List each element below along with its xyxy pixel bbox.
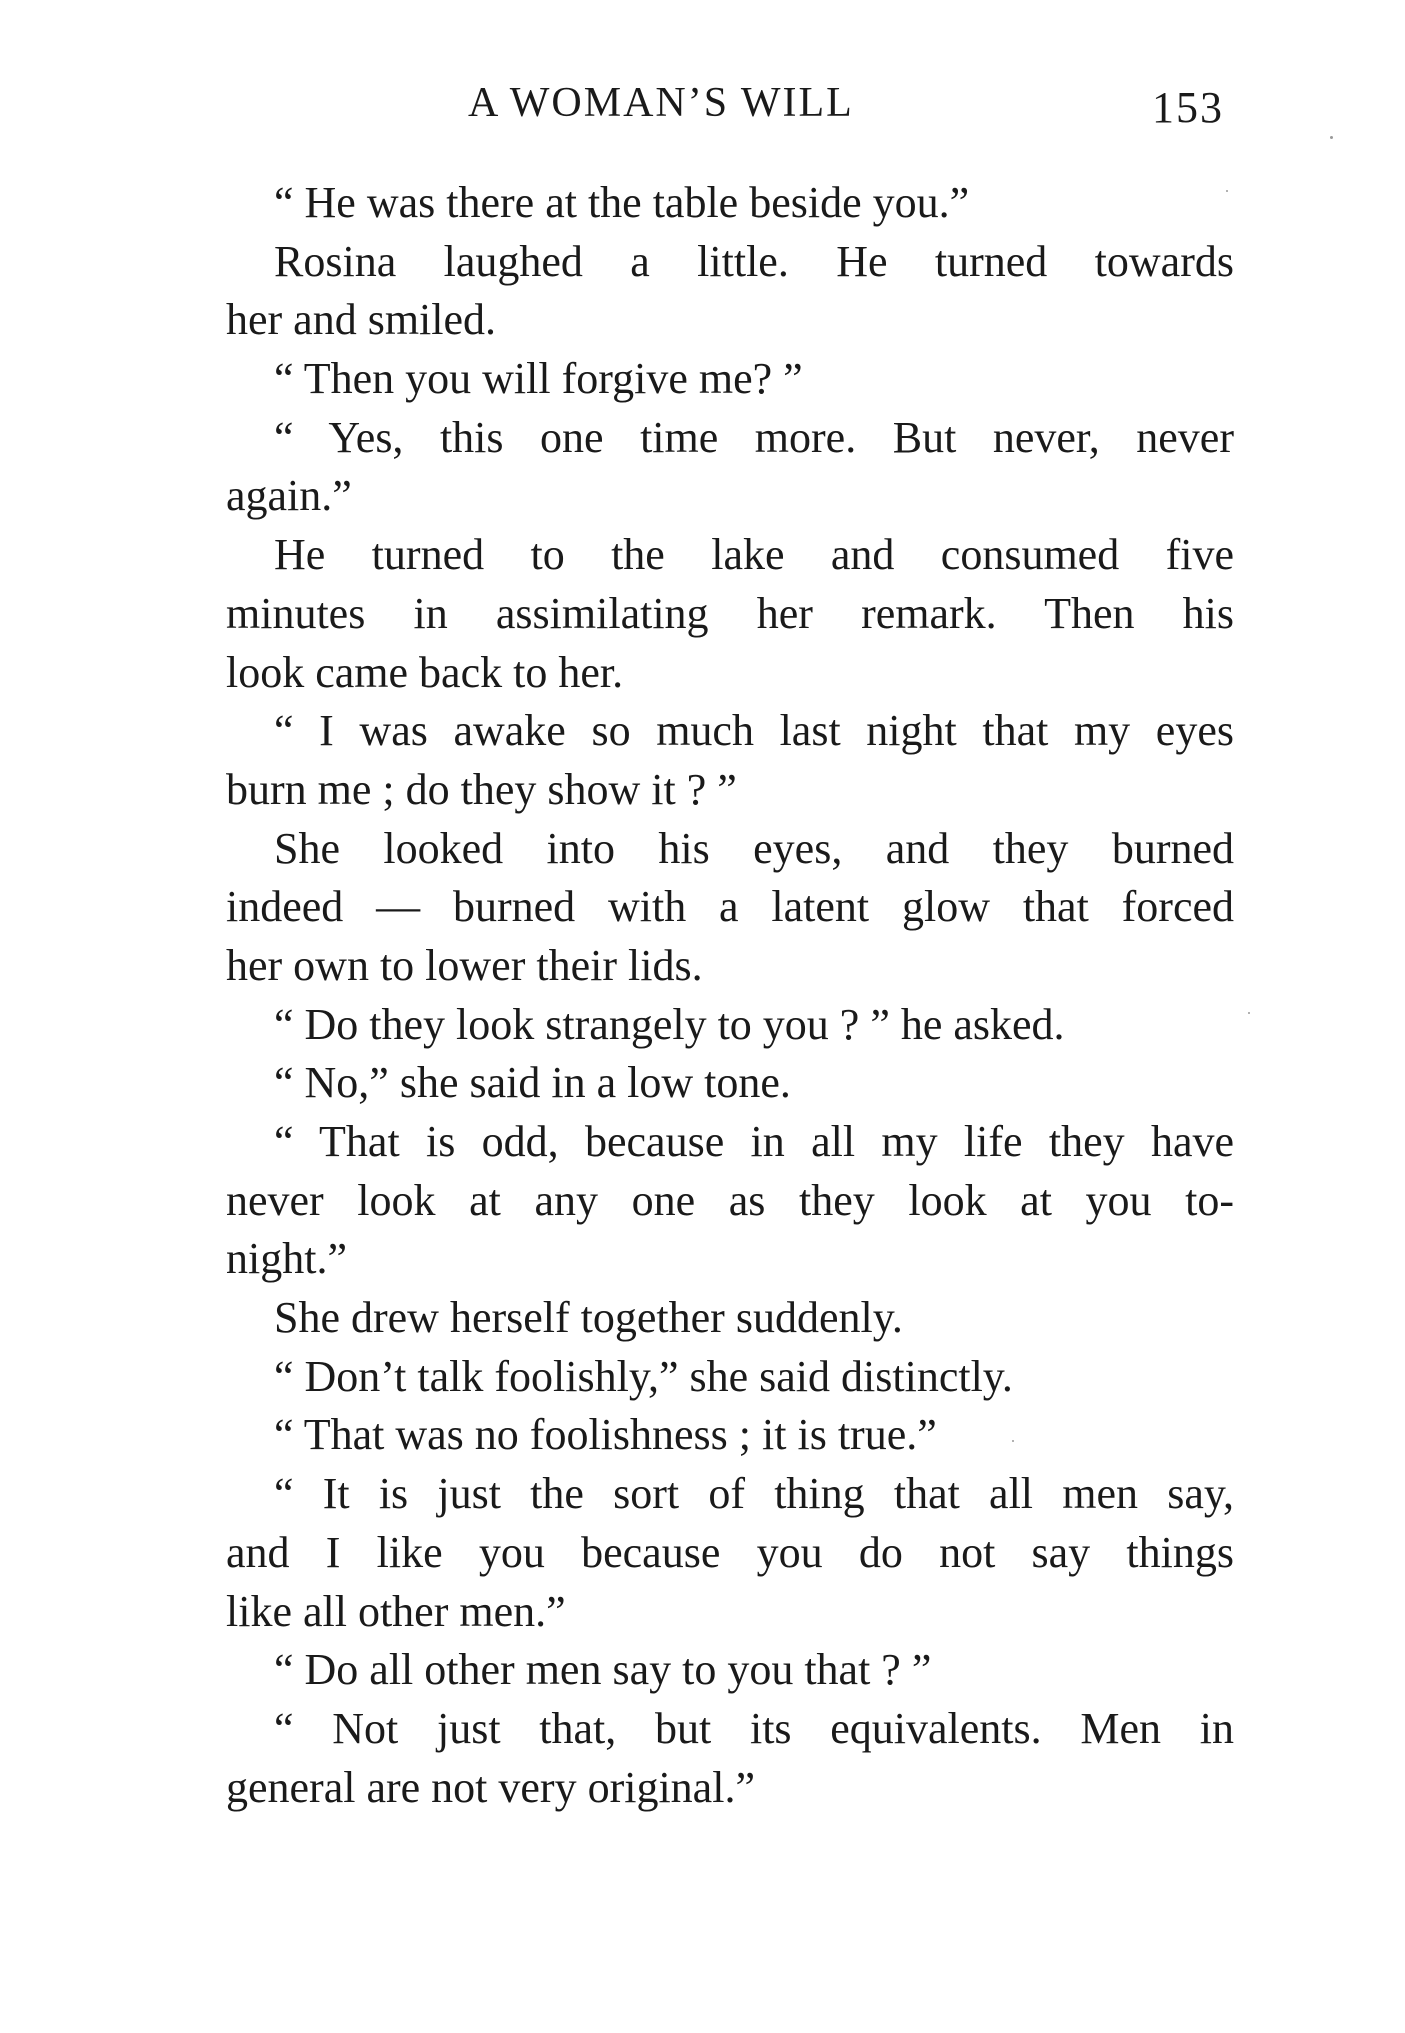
text-line: minutes in assimilating her remark. Then his (226, 588, 1234, 638)
text-line: She drew herself together suddenly. (274, 1293, 903, 1343)
text-line: “ Don’t talk foolishly,” she said distinctly. (274, 1351, 1013, 1401)
text-line: Rosina laughed a little. He turned towards (274, 236, 1234, 286)
page-number: 153 (1152, 83, 1224, 132)
scan-speck (1012, 1440, 1014, 1442)
text-line: “ Then you will forgive me? ” (274, 354, 803, 404)
text-line: her own to lower their lids. (226, 940, 703, 990)
scan-speck (1226, 190, 1228, 192)
text-line: “ Do they look strangely to you ? ” he asked. (274, 999, 1065, 1049)
text-line: “ That is odd, because in all my life they have (274, 1117, 1234, 1166)
running-title: A WOMAN’S WILL (468, 80, 854, 126)
text-line: never look at any one as they look at you to- (226, 1175, 1234, 1225)
text-line: look came back to her. (226, 647, 624, 697)
text-line: “ He was there at the table beside you.” (274, 178, 970, 227)
text-line: “ Do all other men say to you that ? ” (274, 1645, 932, 1695)
text-line: “ That was no foolishness ; it is true.” (274, 1410, 937, 1460)
text-line: again.” (226, 471, 352, 521)
text-line: “ It is just the sort of thing that all men say, (274, 1469, 1234, 1519)
text-line: her and smiled. (226, 295, 497, 345)
scan-speck (1330, 136, 1333, 139)
text-line: “ No,” she said in a low tone. (274, 1058, 791, 1108)
text-line: “ Yes, this one time more. But never, never (274, 412, 1234, 462)
text-line: She looked into his eyes, and they burned (274, 823, 1234, 873)
text-line: indeed — burned with a latent glow that forced (226, 882, 1234, 932)
text-line: He turned to the lake and consumed five (274, 530, 1234, 580)
text-line: night.” (226, 1234, 347, 1284)
text-line: “ Not just that, but its equivalents. Men in (274, 1703, 1234, 1753)
scan-speck (1248, 1012, 1250, 1014)
text-line: burn me ; do they show it ? ” (226, 764, 737, 814)
text-line: like all other men.” (226, 1586, 566, 1636)
text-line: general are not very original.” (226, 1762, 755, 1812)
text-line: and I like you because you do not say things (226, 1527, 1234, 1577)
body-text (226, 174, 1234, 1817)
text-line: “ I was awake so much last night that my eyes (274, 706, 1234, 756)
